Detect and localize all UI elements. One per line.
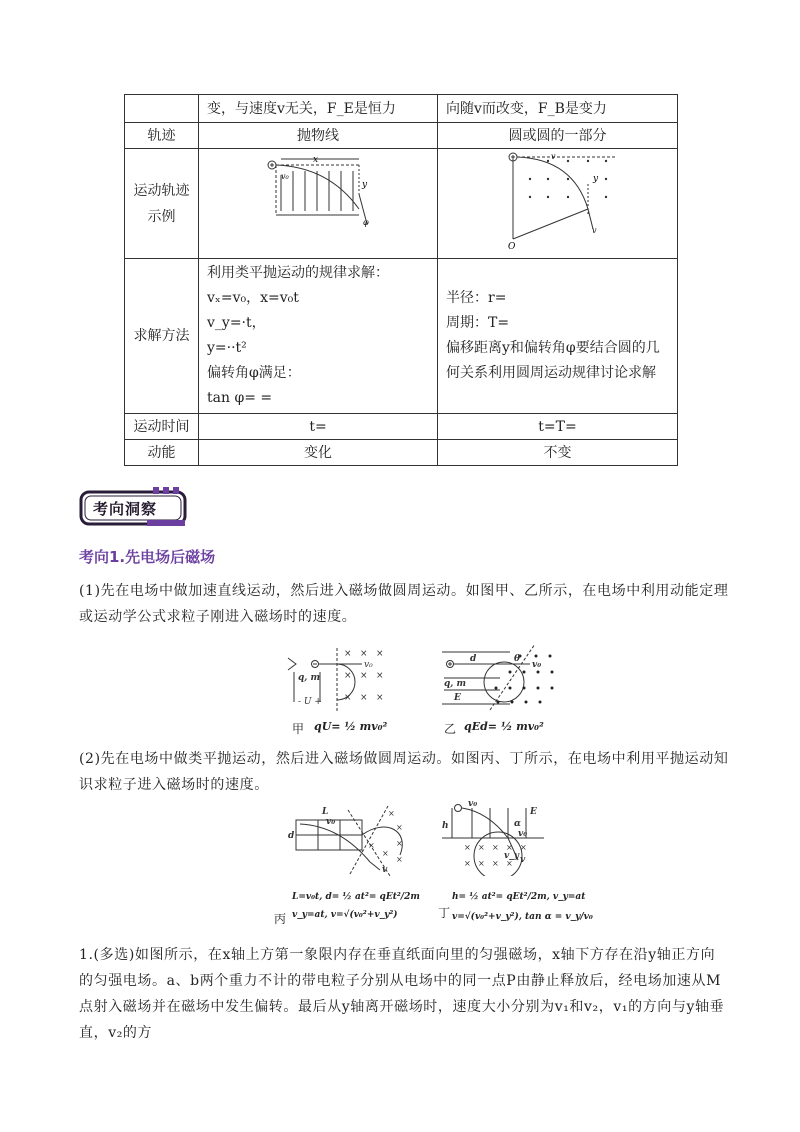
row-label — [125, 149, 199, 259]
figure-yi — [440, 644, 570, 736]
figure-caption: 乙 — [444, 722, 457, 736]
comparison-table — [124, 94, 678, 466]
svg-text:×: × — [376, 671, 384, 681]
figure-bing — [270, 800, 420, 932]
svg-text:- U +: - U + — [298, 697, 322, 707]
svg-text:×: × — [396, 839, 403, 848]
table-cell: t= — [199, 414, 438, 440]
svg-text:×: × — [520, 843, 527, 852]
magnetic-field-trajectory-figure — [438, 149, 678, 259]
svg-text:v₀: v₀ — [326, 817, 336, 827]
paragraph-2: (2)先在电场中做类平抛运动，然后进入磁场做圆周运动。如图丙、丁所示，在电场中利用平抛运动知识求粒子进入磁场时的速度。 — [79, 751, 729, 793]
parabola-diagram — [199, 149, 437, 251]
svg-text:v: v — [592, 226, 597, 235]
svg-text:×: × — [360, 693, 368, 703]
method-line: 半径：r= — [446, 290, 507, 306]
figure-bing-diagram — [270, 800, 420, 876]
svg-text:θ: θ — [514, 654, 521, 664]
row-label: 动能 — [125, 440, 199, 466]
svg-text:q, m: q, m — [298, 673, 321, 683]
svg-text:α: α — [514, 819, 521, 829]
svg-text:O: O — [508, 242, 516, 251]
row-label: 轨迹 — [125, 123, 199, 149]
svg-text:v: v — [382, 865, 388, 875]
svg-text:×: × — [360, 671, 368, 681]
svg-text:v₀: v₀ — [281, 172, 289, 181]
table-cell — [438, 259, 678, 414]
row-label: 求解方法 — [125, 259, 199, 414]
svg-text:×: × — [376, 649, 384, 659]
figure-equation: qU= ½ mv₀² — [314, 720, 388, 733]
figure-equation: v=√(v₀²+v_y²), tan α = v_y/v₀ — [452, 912, 593, 922]
table-cell: t=T= — [438, 414, 678, 440]
row-label-line: 运动轨迹 — [133, 182, 190, 199]
section-title: 考向1.先电场后磁场 — [79, 548, 216, 566]
svg-text:x: x — [313, 155, 319, 165]
method-line: tan φ= = — [207, 390, 273, 406]
method-line: 利用类平抛运动的规律求解： — [207, 265, 389, 281]
svg-text:×: × — [492, 843, 499, 852]
svg-text:×: × — [344, 649, 352, 659]
svg-text:d: d — [288, 831, 295, 841]
svg-text:×: × — [360, 649, 368, 659]
method-line: v_y=·t， — [207, 315, 266, 331]
figure-jia — [282, 644, 402, 736]
table-cell: 圆或圆的一部分 — [438, 123, 678, 149]
paragraph-1: (1)先在电场中做加速直线运动，然后进入磁场做圆周运动。如图甲、乙所示，在电场中利用动能定理或运动学公式求粒子刚进入磁场时的速度。 — [79, 583, 729, 625]
section-badge — [79, 486, 189, 528]
method-line: 偏转角φ满足： — [207, 365, 301, 381]
row-label-line: 示例 — [147, 208, 176, 225]
svg-text:×: × — [344, 693, 352, 703]
svg-text:E: E — [454, 693, 461, 703]
svg-text:y: y — [593, 174, 599, 184]
figure-yi-diagram — [440, 644, 570, 716]
table-row — [125, 95, 678, 123]
table-row — [125, 149, 678, 259]
table-cell: 变，与速度v无关，F_E是恒力 — [199, 95, 438, 123]
svg-text:×: × — [344, 671, 352, 681]
figure-caption: 甲 — [292, 722, 305, 736]
table-row — [125, 123, 678, 149]
figure-equation: qEd= ½ mv₀² — [464, 720, 544, 733]
table-cell — [125, 95, 199, 123]
method-line: 偏移距离y和偏转角φ要结合圆的几 — [446, 340, 660, 356]
svg-text:×: × — [388, 809, 395, 818]
badge-label: 考向洞察 — [93, 500, 158, 518]
paragraph-3: 1.(多选)如图所示，在x轴上方第一象限内存在垂直纸面向里的匀强磁场，x轴下方存在沿y轴正方向的匀强电场。a、b两个重力不计的带电粒子分别从电场中的同一点P由静止释放后，经电场加速从M点射入磁场并在磁场中发生偏转。最后从y轴离开磁场时，速度大小分别为v₁和v₂，v₁的方向与y轴垂直，v₂的方 — [79, 947, 725, 1041]
table-cell: 变化 — [199, 440, 438, 466]
table-row — [125, 259, 678, 414]
circle-arc-diagram — [438, 149, 677, 251]
figure-ding — [438, 800, 593, 932]
svg-text:v_y: v_y — [504, 851, 519, 861]
svg-text:×: × — [376, 693, 384, 703]
svg-text:v₀: v₀ — [518, 829, 528, 839]
svg-text:v₀: v₀ — [364, 660, 373, 670]
figure-jia-diagram — [282, 644, 402, 716]
figure-caption: 丁 — [438, 906, 451, 920]
svg-text:v₀: v₀ — [532, 660, 542, 670]
svg-text:×: × — [506, 859, 513, 868]
svg-text:×: × — [368, 841, 375, 850]
svg-text:E: E — [530, 807, 537, 817]
svg-text:×: × — [464, 859, 471, 868]
table-row — [125, 440, 678, 466]
figure-equation: v_y=at, v=√(v₀²+v_y²) — [292, 910, 398, 920]
svg-text:×: × — [464, 843, 471, 852]
row-label: 运动时间 — [125, 414, 199, 440]
svg-text:×: × — [396, 823, 403, 832]
table-cell — [199, 259, 438, 414]
svg-text:d: d — [470, 654, 477, 664]
method-line: 何关系利用圆周运动规律讨论求解 — [446, 365, 656, 381]
svg-text:φ: φ — [363, 218, 369, 227]
method-line: vₓ=v₀，x=v₀t — [207, 290, 299, 306]
svg-text:y: y — [362, 180, 368, 190]
svg-text:×: × — [382, 849, 389, 858]
table-cell: 不变 — [438, 440, 678, 466]
figure-ding-diagram — [438, 800, 588, 876]
svg-text:q, m: q, m — [444, 679, 467, 689]
figure-caption: 丙 — [274, 912, 287, 926]
method-line: 周期：T= — [446, 315, 510, 331]
figure-equation: h= ½ at²= qEt²/2m, v_y=at — [452, 892, 586, 902]
svg-text:×: × — [478, 859, 485, 868]
svg-text:v₀: v₀ — [468, 800, 478, 809]
svg-text:×: × — [396, 855, 403, 864]
svg-text:v: v — [551, 152, 556, 161]
svg-text:L: L — [322, 807, 329, 817]
svg-text:×: × — [506, 843, 513, 852]
svg-text:×: × — [492, 859, 499, 868]
method-line: y=··t² — [207, 340, 247, 356]
svg-text:h: h — [442, 821, 449, 831]
svg-text:v: v — [520, 855, 526, 865]
svg-text:×: × — [478, 843, 485, 852]
electric-field-trajectory-figure — [199, 149, 438, 259]
figure-equation: L=v₀t, d= ½ at²= qEt²/2m — [292, 892, 420, 902]
table-cell: 抛物线 — [199, 123, 438, 149]
table-row — [125, 414, 678, 440]
table-cell: 向随v而改变，F_B是变力 — [438, 95, 678, 123]
